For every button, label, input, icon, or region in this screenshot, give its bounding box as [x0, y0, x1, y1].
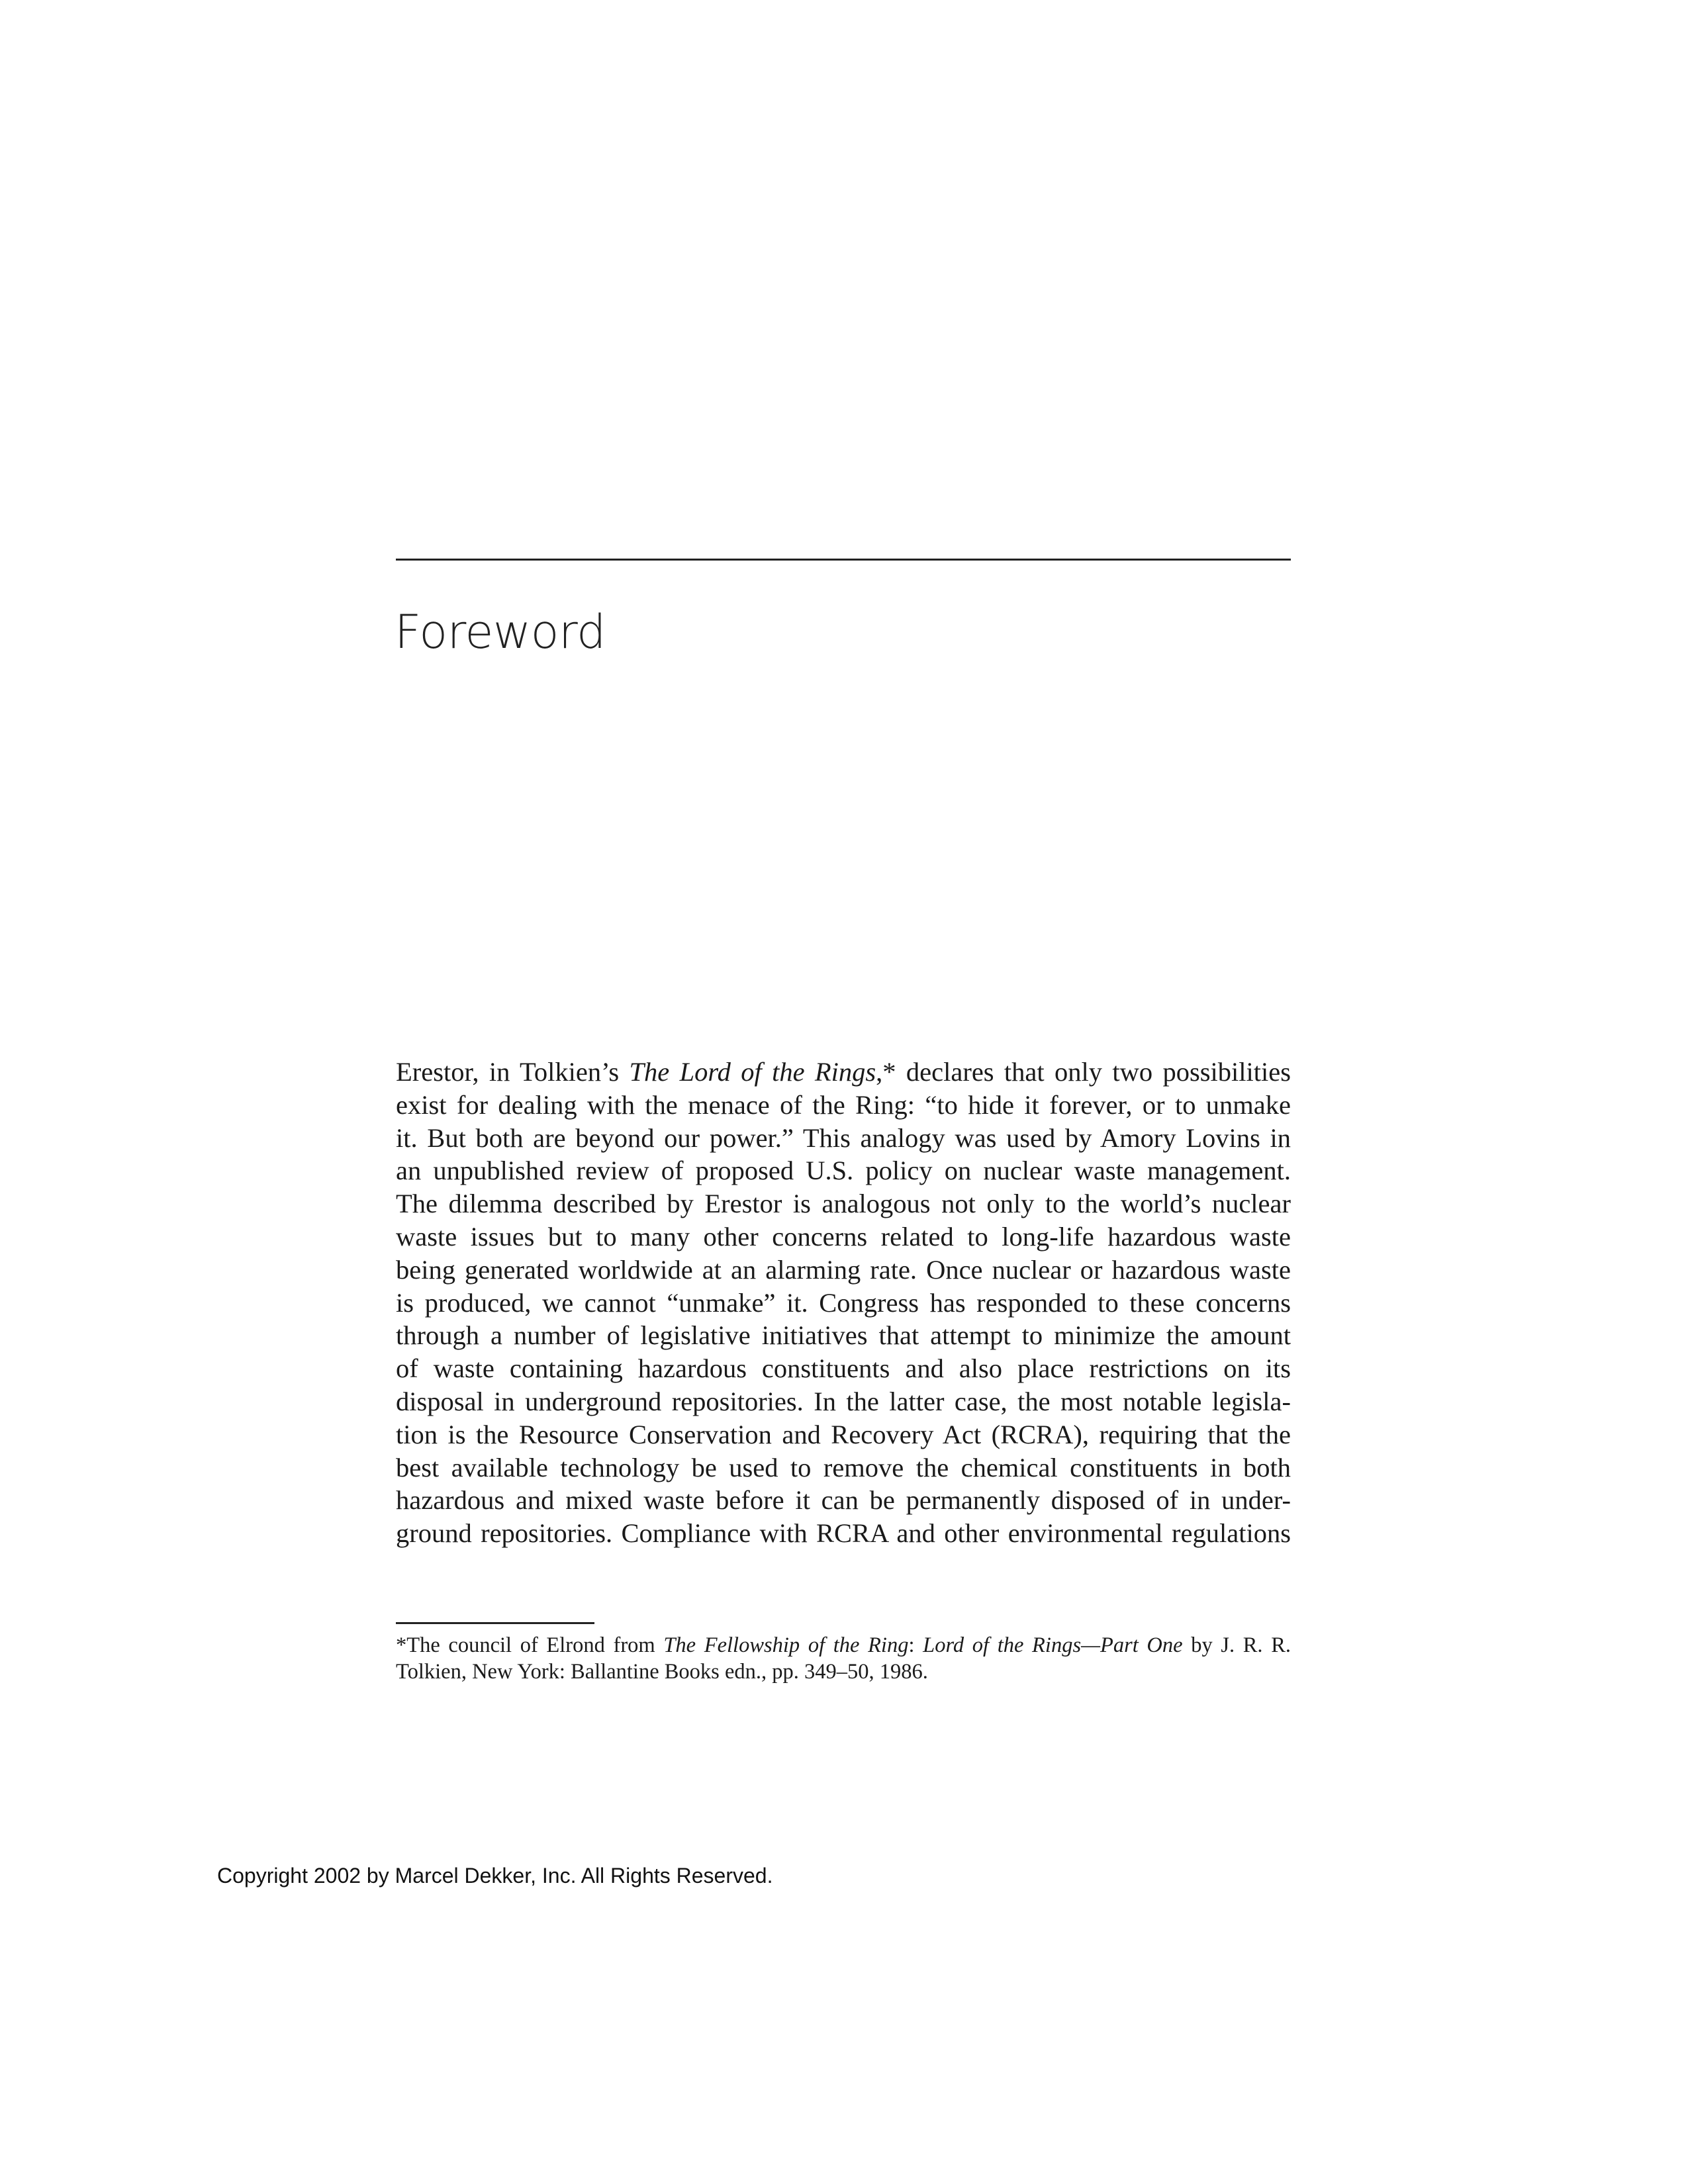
body-text: ground repositories. Compliance with RCRA and other environmental regulations — [396, 1518, 1291, 1549]
body-line — [396, 1352, 1291, 1385]
body-text: Erestor, in Tolkien’s — [396, 1057, 630, 1087]
body-text: is produced, we cannot “unmake” it. Congress has responded to these concerns — [396, 1287, 1291, 1318]
body-line — [396, 1056, 1291, 1089]
footnote-line — [396, 1659, 1291, 1685]
body-text: best available technology be used to remove the chemical constituents in both — [396, 1452, 1291, 1482]
body-text: exist for dealing with the menace of the Ring: “to hide it forever, or to unmake — [396, 1089, 1291, 1120]
chapter-top-rule — [396, 559, 1291, 561]
body-line — [396, 1122, 1291, 1155]
body-text: being generated worldwide at an alarming rate. Once nuclear or hazardous waste — [396, 1254, 1291, 1285]
body-line — [396, 1319, 1291, 1352]
body-text: waste issues but to many other concerns related to long-life hazardous waste — [396, 1221, 1291, 1251]
body-line — [396, 1187, 1291, 1220]
body-text: of waste containing hazardous constituents and also place restrictions on its — [396, 1353, 1291, 1384]
body-italic-title: The Lord of the Rings — [629, 1057, 876, 1087]
footnote-text: Tolkien, New York: Ballantine Books edn., pp. 349–50, 1986. — [396, 1660, 928, 1684]
body-line — [396, 1385, 1291, 1418]
body-text: it. But both are beyond our power.” This analogy was used by Amory Lovins in — [396, 1122, 1291, 1153]
body-line — [396, 1287, 1291, 1320]
footnote — [396, 1632, 1291, 1685]
body-line — [396, 1484, 1291, 1517]
body-text: tion is the Resource Conservation and Recovery Act (RCRA), requiring that the — [396, 1419, 1291, 1449]
footnote-text: by J. R. R. — [1182, 1633, 1291, 1657]
body-text: The dilemma described by Erestor is analogous not only to the world’s nuclear — [396, 1189, 1291, 1219]
body-line — [396, 1451, 1291, 1484]
body-line — [396, 1089, 1291, 1122]
footnote-italic-title: The Fellowship of the Ring — [663, 1633, 909, 1657]
body-text: hazardous and mixed waste before it can be permanently disposed of in under- — [396, 1485, 1291, 1516]
footnote-line — [396, 1632, 1291, 1659]
body-text: disposal in underground repositories. In the latter case, the most notable legisla- — [396, 1386, 1291, 1416]
body-line — [396, 1517, 1291, 1550]
body-paragraph — [396, 1056, 1291, 1550]
body-text: ,* declares that only two possibilities — [876, 1057, 1291, 1087]
body-line — [396, 1154, 1291, 1187]
footnote-rule — [396, 1622, 594, 1624]
body-line — [396, 1220, 1291, 1253]
body-text: through a number of legislative initiatives that attempt to minimize the amount — [396, 1320, 1291, 1351]
body-line — [396, 1253, 1291, 1287]
body-text: an unpublished review of proposed U.S. policy on nuclear waste management. — [396, 1156, 1291, 1186]
copyright-notice: Copyright 2002 by Marcel Dekker, Inc. All Rights Reserved. — [217, 1864, 773, 1888]
chapter-title: Foreword — [395, 605, 606, 659]
footnote-italic-title: Lord of the Rings—Part One — [923, 1633, 1183, 1657]
footnote-text: : — [908, 1633, 923, 1657]
footnote-text: *The council of Elrond from — [396, 1633, 664, 1657]
body-line — [396, 1418, 1291, 1451]
